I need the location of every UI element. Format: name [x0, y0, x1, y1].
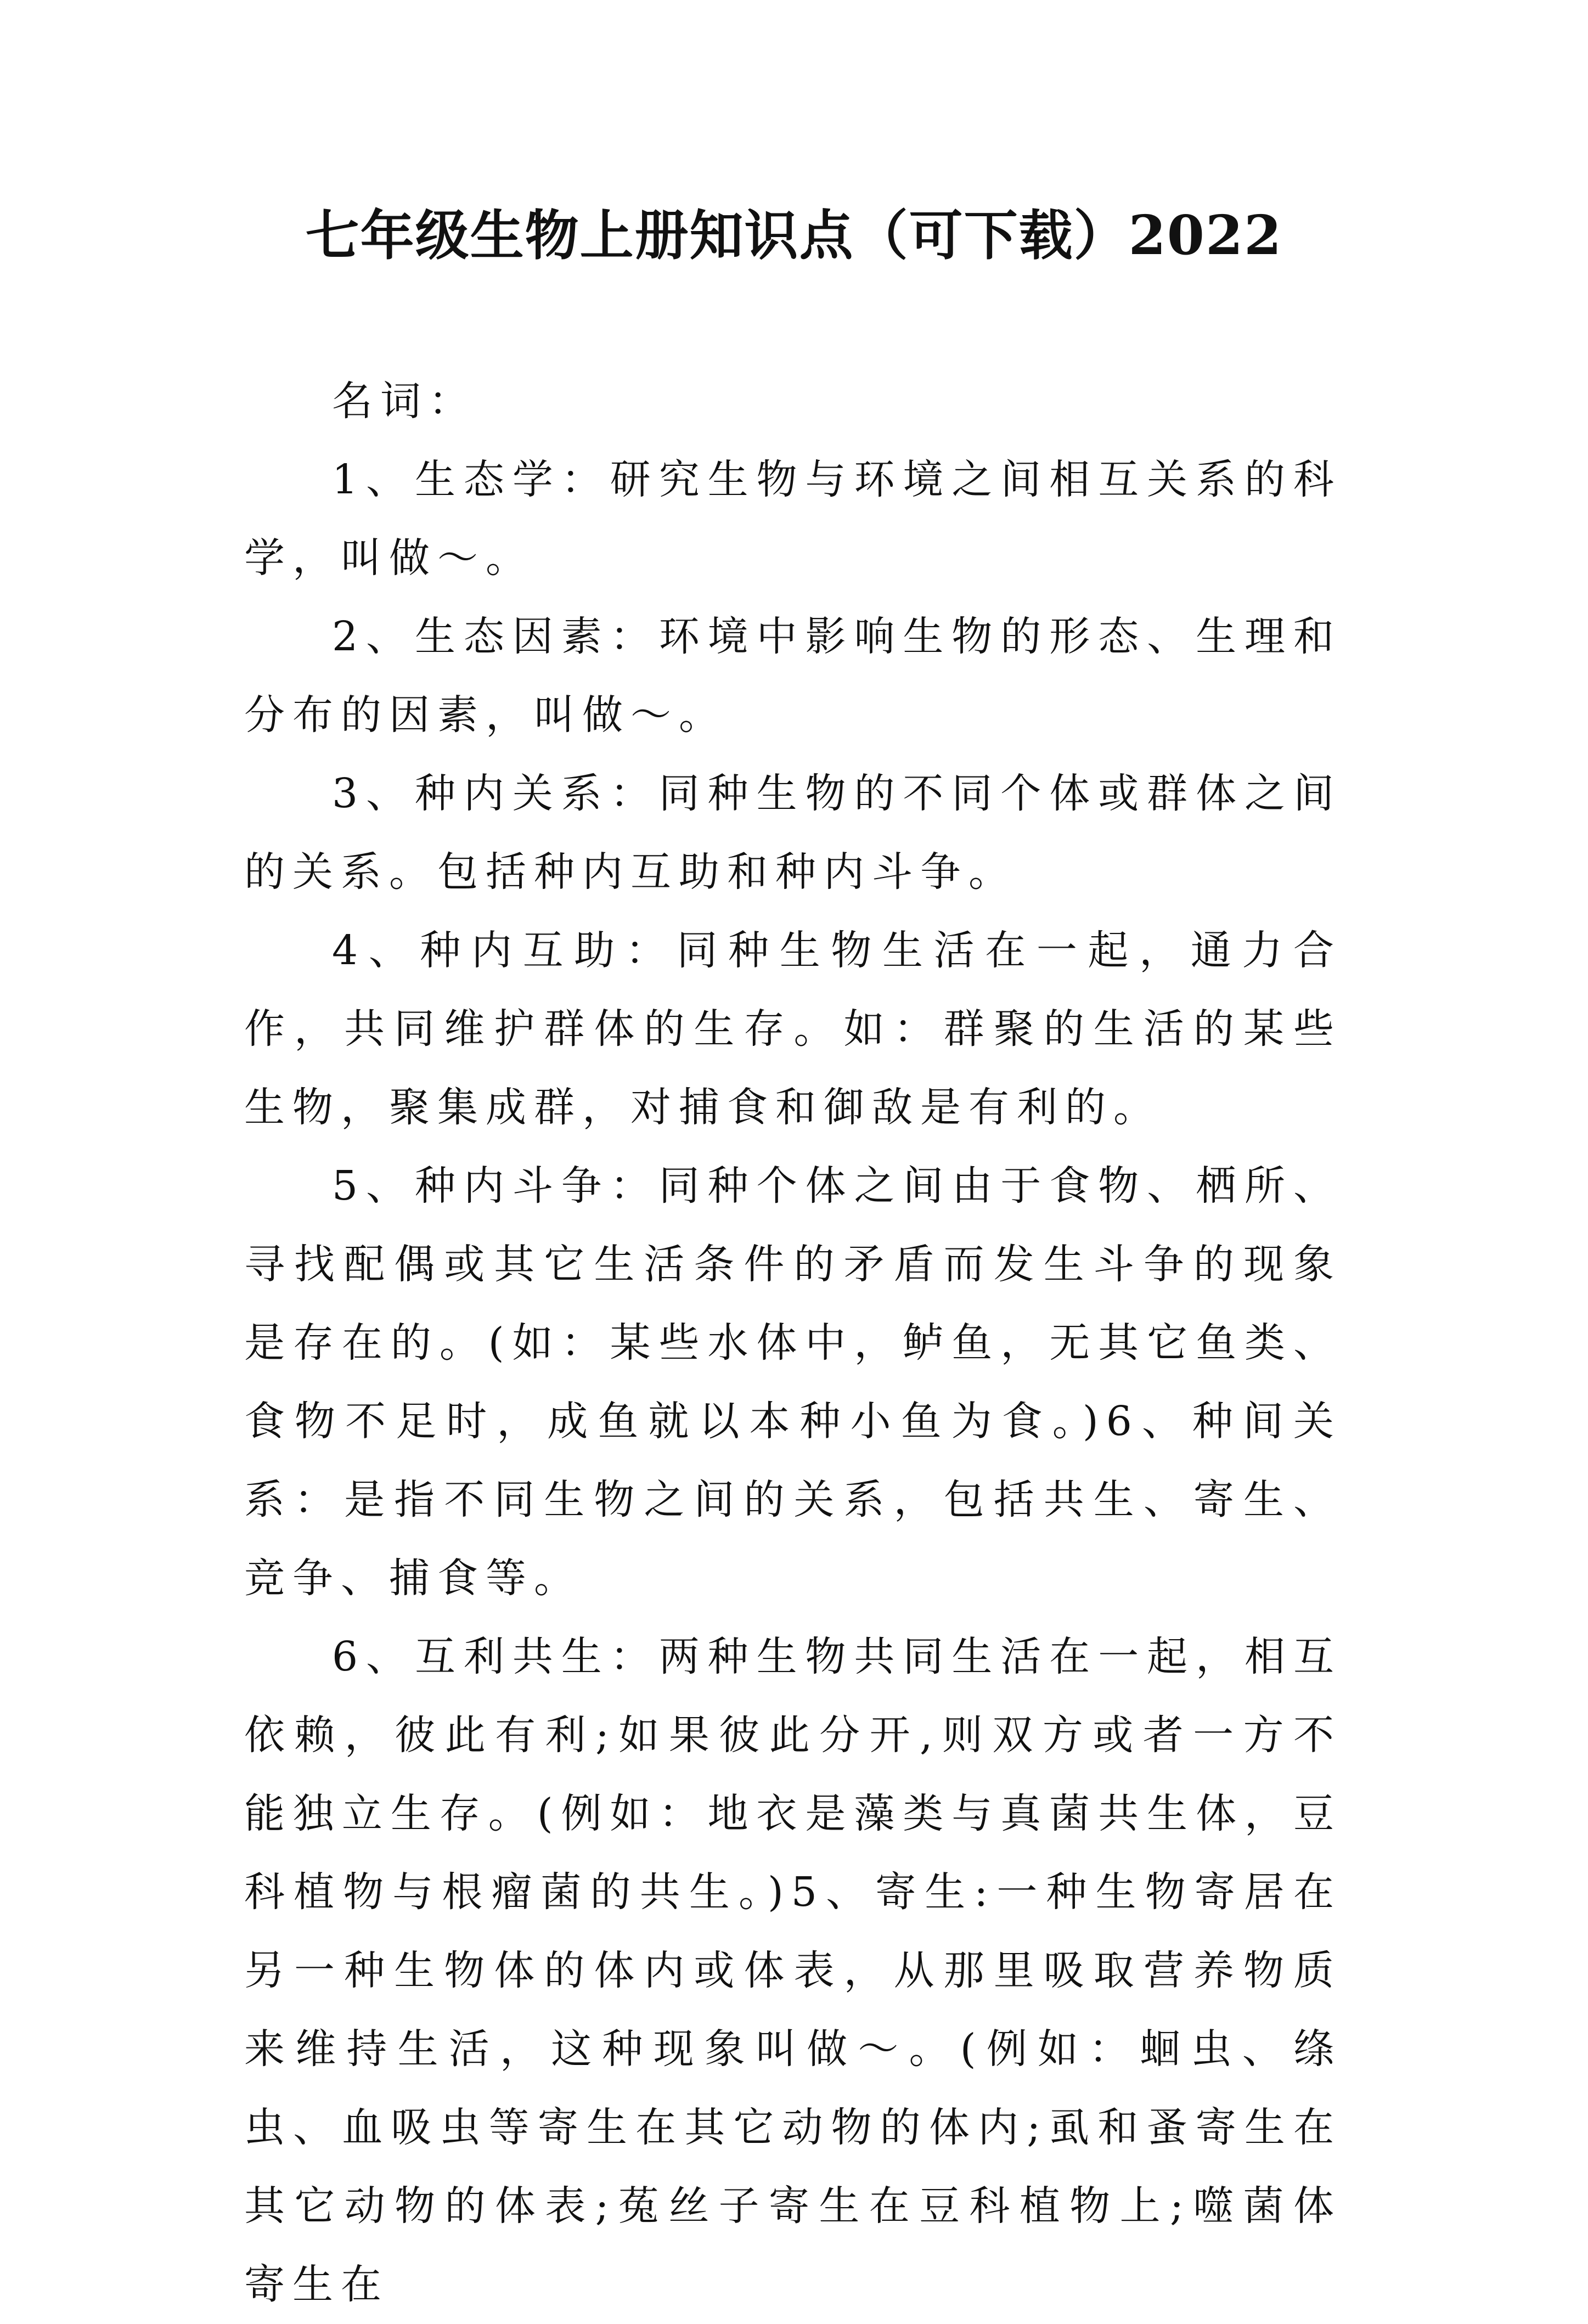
document-title: 七年级生物上册知识点（可下载）2022 [305, 204, 1283, 267]
paragraph-intraspecific-struggle: 5、种内斗争：同种个体之间由于食物、栖所、寻找配偶或其它生活条件的矛盾而发生斗争的现象是存在的。(如：某些水体中，鲈鱼，无其它鱼类、食物不足时，成鱼就以本种小鱼为食。)6、种间关系：是指不同生物之间的关系，包括共生、寄生、竞争、捕食等。 [244, 1162, 1342, 1602]
paragraph-ecological-factors: 2、生态因素：环境中影响生物的形态、生理和分布的因素，叫做～。 [244, 613, 1342, 739]
paragraph-mutualism-parasitism: 6、互利共生：两种生物共同生活在一起，相互依赖，彼此有利;如果彼此分开,则双方或者一方不能独立生存。(例如：地衣是藻类与真菌共生体，豆科植物与根瘤菌的共生。)5、寄生:一种生物寄居在另一种生物体的体内或体表，从那里吸取营养物质来维持生活，这种现象叫做～。(例如：蛔虫、绦虫、血吸虫等寄生在其它动物的体内;虱和蚤寄生在其它动物的体表;菟丝子寄生在豆科植物上;噬菌体寄生在 [244, 1633, 1342, 2308]
paragraph-intraspecific-mutual-aid: 4、种内互助：同种生物生活在一起，通力合作，共同维护群体的生存。如：群聚的生活的某些生物，聚集成群，对捕食和御敌是有利的。 [244, 927, 1342, 1131]
paragraph-intraspecific-relations: 3、种内关系：同种生物的不同个体或群体之间的关系。包括种内互助和种内斗争。 [244, 770, 1342, 896]
paragraph-ecology: 1、生态学：研究生物与环境之间相互关系的科学，叫做～。 [244, 456, 1342, 582]
document-body [244, 362, 1342, 2324]
paragraph-heading-terms: 名词： [332, 378, 477, 425]
